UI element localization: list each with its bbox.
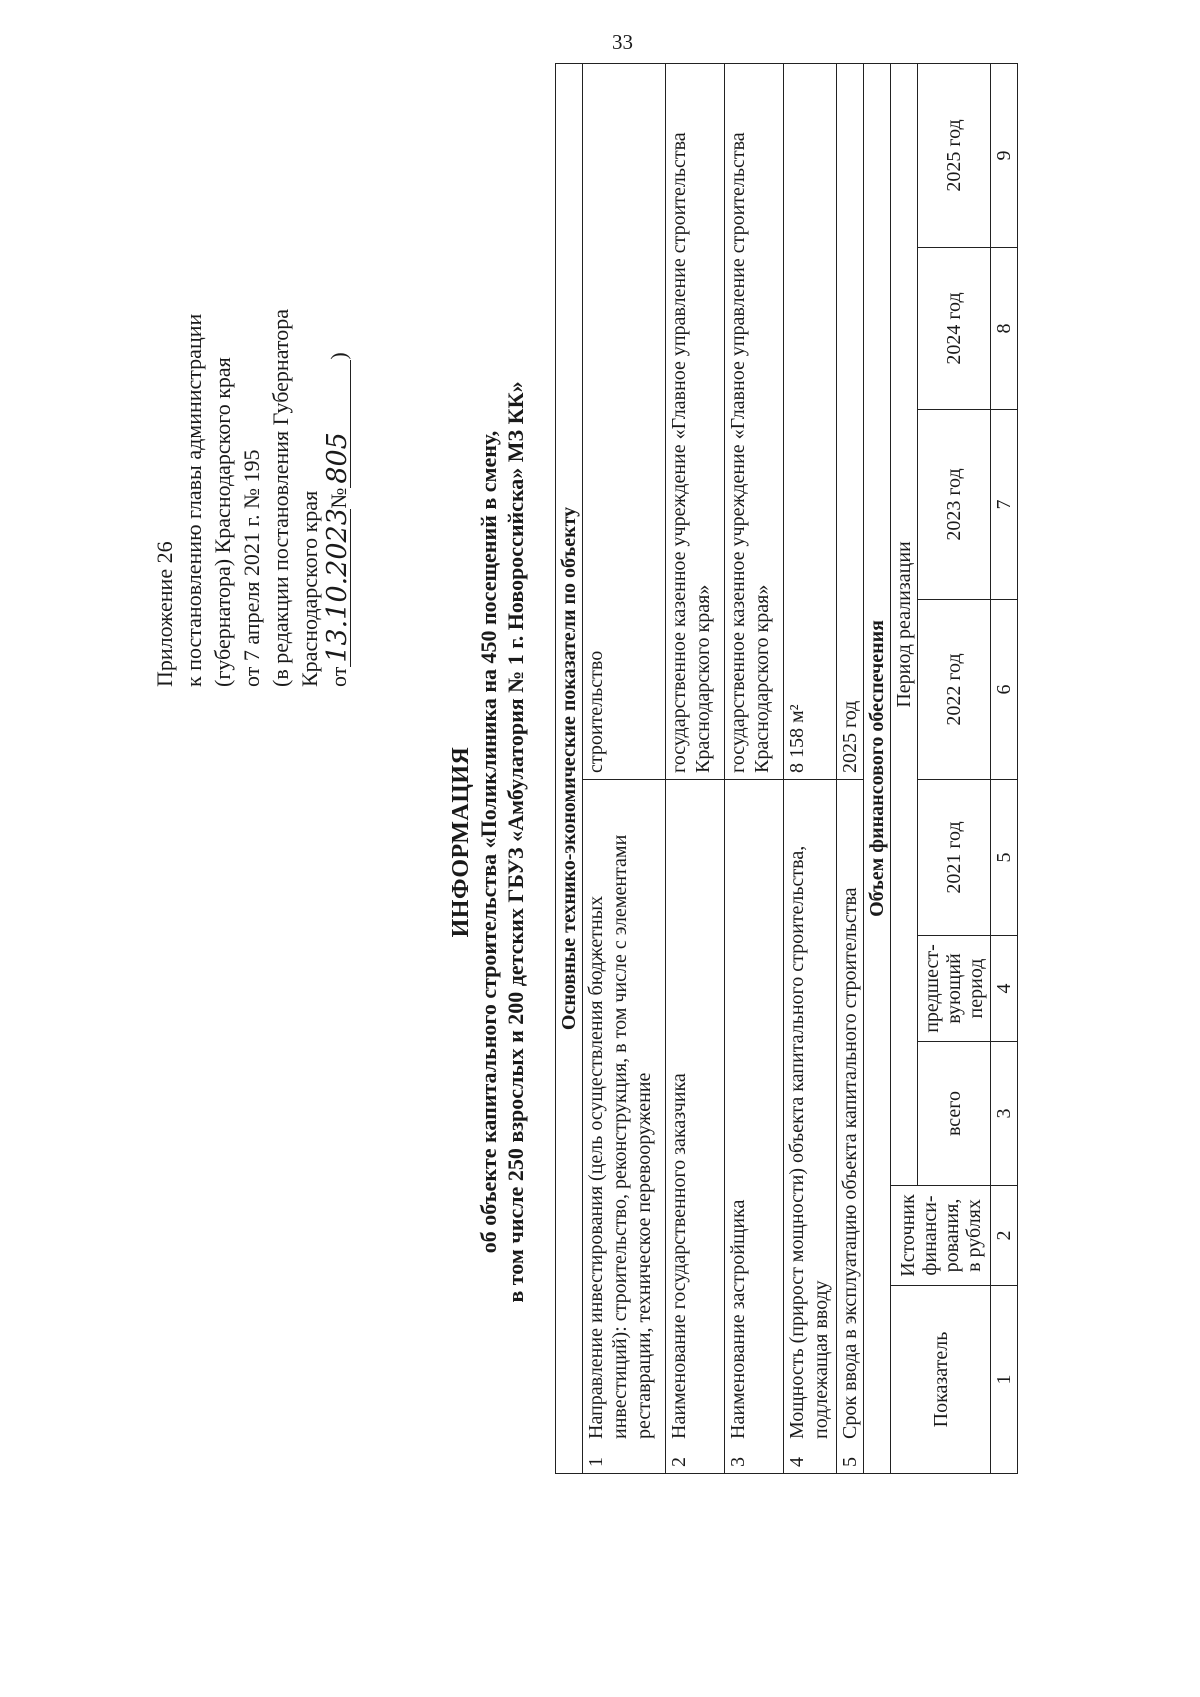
column-number: 9 bbox=[991, 63, 1018, 247]
title-line: об объекте капитального строительства «Поликлиника на 450 посещений в смену, bbox=[476, 430, 501, 1254]
row-value: государственное казенное учреждение «Главное управление строительства Краснодарского края» bbox=[666, 63, 725, 779]
info-table bbox=[555, 63, 1018, 1474]
handwritten-date: 13.10.2023 bbox=[326, 509, 351, 667]
row-label-text: Срок ввода в эксплуатацию объекта капитального строительства bbox=[839, 887, 861, 1439]
table-row bbox=[666, 63, 725, 1473]
landscape-content bbox=[150, 72, 1070, 1612]
row-label bbox=[784, 780, 837, 1474]
row-value: 2025 год bbox=[837, 63, 864, 779]
title-line: в том числе 250 взрослых и 200 детских ГБУЗ «Амбулатория № 1 г. Новороссийска» МЗ КК» bbox=[503, 381, 528, 1303]
row-number: 5 bbox=[839, 1457, 861, 1467]
appendix-line: Приложение 26 bbox=[152, 541, 177, 687]
row-label-text: Мощность (прирост мощности) объекта капитального строительства, подлежащая вводу bbox=[786, 845, 832, 1439]
column-number: 5 bbox=[991, 780, 1018, 936]
technical-header: Основные технико-экономические показатели по объекту bbox=[556, 63, 583, 1473]
handwritten-number: 805 bbox=[326, 360, 351, 488]
appendix-line: Краснодарского края bbox=[297, 490, 322, 687]
col-header-source: Источник финанси-рования, в рублях bbox=[891, 1186, 991, 1286]
column-number: 2 bbox=[991, 1186, 1018, 1286]
table-row bbox=[784, 63, 837, 1473]
date-prefix: от bbox=[326, 666, 351, 687]
appendix-line: от 7 апреля 2021 г. № 195 bbox=[239, 449, 264, 687]
closing-paren: ) bbox=[326, 352, 351, 360]
appendix-block bbox=[150, 167, 353, 687]
row-label-text: Направление инвестирования (цель осуществления бюджетных инвестиций): строительство, реконструкция, в том числе с элементами реставрации, техническое перевооружение bbox=[585, 834, 655, 1439]
row-label bbox=[583, 780, 666, 1474]
row-value: строительство bbox=[583, 63, 666, 779]
table-row bbox=[837, 63, 864, 1473]
row-value: 8 158 м² bbox=[784, 63, 837, 779]
column-number: 4 bbox=[991, 936, 1018, 1042]
col-header-previous: предшест-вующий период bbox=[918, 936, 991, 1042]
title-main: ИНФОРМАЦИЯ bbox=[448, 746, 474, 938]
col-header-total: всего bbox=[918, 1042, 991, 1186]
row-label bbox=[666, 780, 725, 1474]
table-row bbox=[583, 63, 666, 1473]
appendix-line: (губернатора) Краснодарского края bbox=[210, 357, 235, 687]
column-number-row bbox=[991, 63, 1018, 1473]
row-label bbox=[837, 780, 864, 1474]
row-label bbox=[725, 780, 784, 1474]
row-value: государственное казенное учреждение «Главное управление строительства Краснодарского края» bbox=[725, 63, 784, 779]
column-number: 6 bbox=[991, 600, 1018, 780]
page-number: 33 bbox=[612, 30, 633, 54]
appendix-date-line bbox=[324, 167, 353, 687]
col-header-indicator: Показатель bbox=[891, 1286, 991, 1474]
col-header-year: 2025 год bbox=[918, 63, 991, 247]
row-number: 4 bbox=[786, 1457, 808, 1467]
column-number: 3 bbox=[991, 1042, 1018, 1186]
col-header-year: 2023 год bbox=[918, 410, 991, 600]
document-title bbox=[448, 72, 529, 1612]
col-header-year: 2021 год bbox=[918, 780, 991, 936]
number-sign: № bbox=[326, 487, 351, 509]
row-label-text: Наименование государственного заказчика bbox=[668, 1073, 690, 1439]
period-header: Период реализации bbox=[891, 63, 918, 1185]
column-number: 8 bbox=[991, 248, 1018, 410]
column-number: 1 bbox=[991, 1286, 1018, 1474]
col-header-year: 2022 год bbox=[918, 600, 991, 780]
financing-header: Объем финансового обеспечения bbox=[864, 63, 891, 1473]
appendix-line: (в редакции постановления Губернатора bbox=[268, 309, 293, 687]
col-header-year: 2024 год bbox=[918, 248, 991, 410]
row-label-text: Наименование застройщика bbox=[727, 1199, 749, 1439]
row-number: 1 bbox=[585, 1457, 607, 1467]
column-number: 7 bbox=[991, 410, 1018, 600]
row-number: 2 bbox=[668, 1457, 690, 1467]
row-number: 3 bbox=[727, 1457, 749, 1467]
table-row bbox=[725, 63, 784, 1473]
appendix-line: к постановлению главы администрации bbox=[181, 313, 206, 687]
